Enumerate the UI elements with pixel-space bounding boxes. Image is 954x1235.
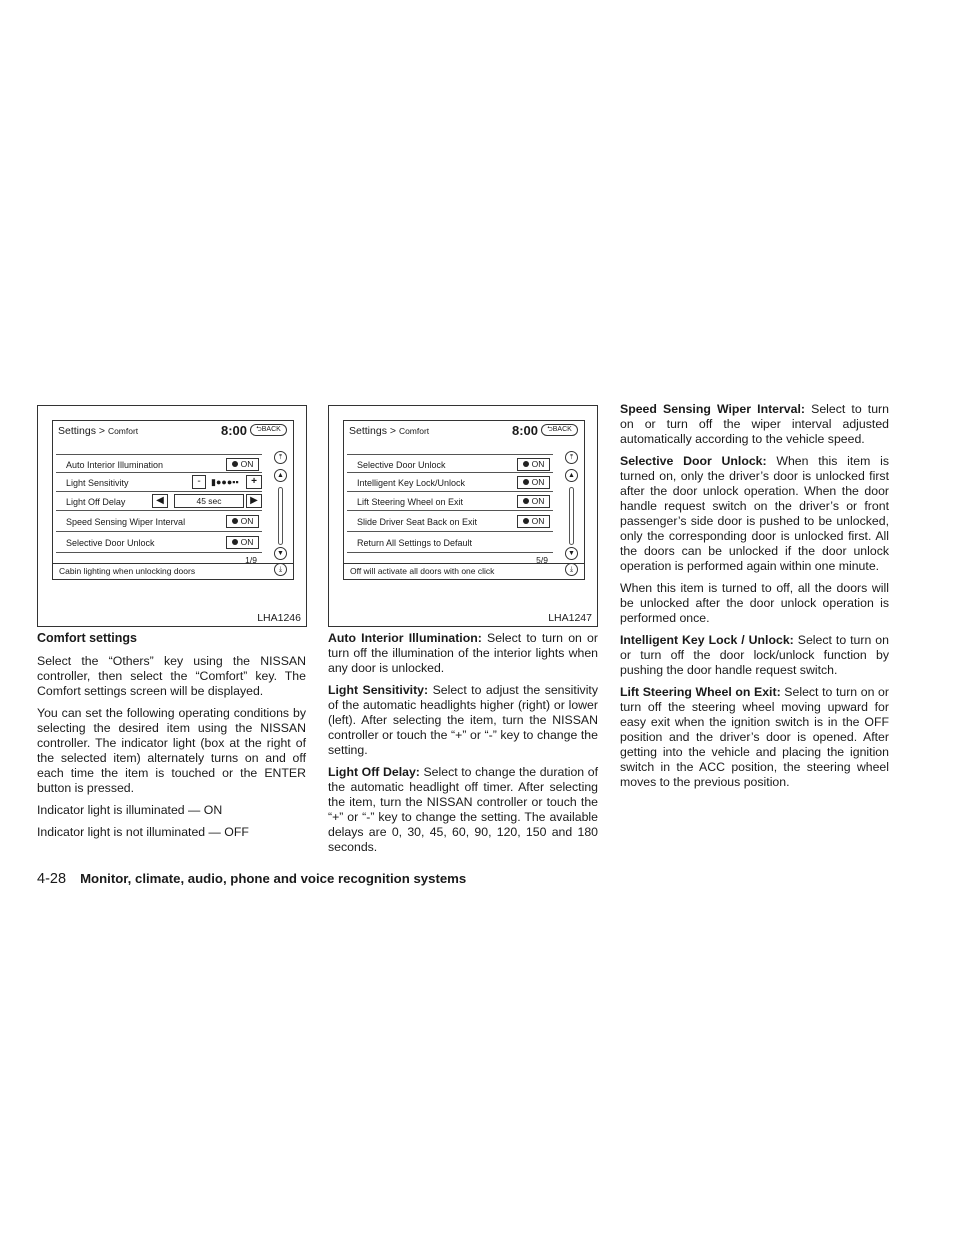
minus-button[interactable]: - [192, 475, 206, 489]
indicator-toggle[interactable]: ON [226, 458, 259, 471]
screen-title: Settings > Comfort [58, 425, 139, 437]
paragraph: Light Sensitivity: Select to adjust the sensitivity of the automatic headlights higher (right) or lower (left). After selecting the item, turn the NISSAN controller or touch the “+” or “-” key to change the setting. [328, 683, 598, 757]
indicator-toggle[interactable]: ON [226, 515, 259, 528]
column-3 [620, 402, 889, 797]
scroll-top-icon[interactable]: ⤒ [565, 451, 578, 464]
screen-header [53, 421, 293, 441]
paragraph: Intelligent Key Lock / Unlock: Select to turn on or turn off the door lock/unlock function by pushing the door handle request switch. [620, 633, 889, 677]
delay-value: 45 sec [174, 494, 244, 508]
indicator-dot-icon [523, 479, 529, 485]
paragraph: Lift Steering Wheel on Exit: Select to turn on or turn off the steering wheel moving upward for easy exit when the ignition switch is in the OFF position and the driver’s door is opened. After getting into the vehicle and placing the ignition switch in the ACC position, the steering wheel moves to the previous position. [620, 685, 889, 789]
figure-id: LHA1246 [257, 612, 301, 624]
list-item[interactable]: Slide Driver Seat Back on Exit ON [347, 511, 553, 532]
list-item[interactable]: Selective Door Unlock ON [347, 454, 553, 473]
paragraph: Select the “Others” key using the NISSAN controller, then select the “Comfort” key. The Comfort settings screen will be displayed. [37, 654, 306, 698]
scroll-up-icon[interactable]: ▲ [274, 469, 287, 482]
paragraph: Indicator light is not illuminated — OFF [37, 825, 249, 839]
back-arrow-icon: ⮌ [547, 426, 553, 433]
indicator-dot-icon [523, 518, 529, 524]
column-1 [37, 631, 306, 847]
paragraph: Indicator light is illuminated — ON [37, 803, 223, 817]
figure-comfort-settings-2 [328, 405, 598, 627]
indicator-toggle[interactable]: ON [517, 458, 550, 471]
paragraph: Selective Door Unlock: When this item is turned on, only the driver’s door is unlocked first after the door unlock operation. When the door handle request switch on the driver’s or front passenger’s side door is pushed to be unlocked, only the corresponding door is unlocked first. All the doors can be unlocked if the door unlock operation is performed again within one minute. [620, 454, 889, 573]
scrollbar[interactable] [278, 487, 283, 545]
list-item[interactable]: Speed Sensing Wiper Interval ON [56, 511, 262, 532]
back-button[interactable]: ⮌BACK [250, 424, 287, 436]
term: Speed Sensing Wiper Interval: [620, 402, 805, 416]
figure-id: LHA1247 [548, 612, 592, 624]
list-item[interactable]: Intelligent Key Lock/Unlock ON [347, 473, 553, 492]
indicator-toggle[interactable]: ON [226, 536, 259, 549]
term: Light Off Delay: [328, 765, 420, 779]
settings-screen [52, 420, 294, 580]
list-item[interactable]: Light Sensitivity - ▮●●●▪▪ + [56, 473, 262, 492]
paragraph: Speed Sensing Wiper Interval: Select to turn on or turn off the wiper interval adjusted automatically according to the vehicle speed. [620, 402, 889, 446]
scroll-bottom-icon[interactable]: ⤓ [274, 563, 287, 576]
column-2 [328, 631, 598, 862]
paragraph: You can set the following operating conditions by selecting the desired item using the NISSAN controller. The indicator light (box at the right of the selected item) alternately turns on and off each time the item is touched or the ENTER button is pressed. [37, 706, 306, 795]
clock: 8:00 [511, 423, 538, 438]
page-footer [37, 871, 466, 887]
sensitivity-level-icon: ▮●●●▪▪ [211, 477, 239, 487]
scroll-top-icon[interactable]: ⤒ [274, 451, 287, 464]
section-heading: Comfort settings [37, 631, 137, 645]
paragraph: Light Off Delay: Select to change the duration of the automatic headlight off timer. After selecting the item, turn the NISSAN controller or touch the “+” or “-” key to change the setting. The available delays are 0, 30, 45, 60, 90, 120, 150 and 180 seconds. [328, 765, 598, 854]
indicator-dot-icon [232, 518, 238, 524]
screen-title: Settings > Comfort [349, 425, 430, 437]
indicator-dot-icon [232, 461, 238, 467]
term: Lift Steering Wheel on Exit: [620, 685, 781, 699]
term: Light Sensitivity: [328, 683, 429, 697]
scrollbar[interactable] [569, 487, 574, 545]
back-button[interactable]: ⮌BACK [541, 424, 578, 436]
indicator-toggle[interactable]: ON [517, 515, 550, 528]
settings-list [347, 454, 553, 553]
figure-comfort-settings-1 [37, 405, 307, 627]
settings-screen [343, 420, 585, 580]
list-item[interactable]: Lift Steering Wheel on Exit ON [347, 492, 553, 511]
settings-list [56, 454, 262, 553]
term: Intelligent Key Lock / Unlock: [620, 633, 794, 647]
page-indicator: 1/9 [245, 555, 257, 565]
term: Selective Door Unlock: [620, 454, 767, 468]
screen-header [344, 421, 584, 441]
page-indicator: 5/9 [536, 555, 548, 565]
list-item[interactable]: Selective Door Unlock ON [56, 532, 262, 553]
indicator-dot-icon [232, 539, 238, 545]
indicator-dot-icon [523, 498, 529, 504]
back-arrow-icon: ⮌ [256, 426, 262, 433]
increase-arrow-icon[interactable]: ▶ [246, 494, 262, 508]
clock: 8:00 [220, 423, 247, 438]
scroll-bottom-icon[interactable]: ⤓ [565, 563, 578, 576]
scroll-down-icon[interactable]: ▼ [565, 547, 578, 560]
list-item[interactable]: Return All Settings to Default [347, 532, 553, 553]
list-item[interactable]: Light Off Delay ◀ 45 sec ▶ [56, 492, 262, 511]
status-bar: Off will activate all doors with one click [344, 563, 584, 579]
indicator-toggle[interactable]: ON [517, 495, 550, 508]
scroll-up-icon[interactable]: ▲ [565, 469, 578, 482]
paragraph: When this item is turned to off, all the doors will be unlocked after the door unlock operation is performed once. [620, 581, 889, 625]
section-title: Monitor, climate, audio, phone and voice recognition systems [80, 871, 467, 886]
list-item[interactable]: Auto Interior Illumination ON [56, 454, 262, 473]
page-number: 4-28 [37, 871, 67, 887]
paragraph: Auto Interior Illumination: Select to turn on or turn off the illumination of the interior lights when any door is unlocked. [328, 631, 598, 675]
indicator-toggle[interactable]: ON [517, 476, 550, 489]
decrease-arrow-icon[interactable]: ◀ [152, 494, 168, 508]
status-bar: Cabin lighting when unlocking doors [53, 563, 293, 579]
indicator-dot-icon [523, 461, 529, 467]
plus-button[interactable]: + [246, 475, 262, 489]
term: Auto Interior Illumination: [328, 631, 482, 645]
scroll-down-icon[interactable]: ▼ [274, 547, 287, 560]
